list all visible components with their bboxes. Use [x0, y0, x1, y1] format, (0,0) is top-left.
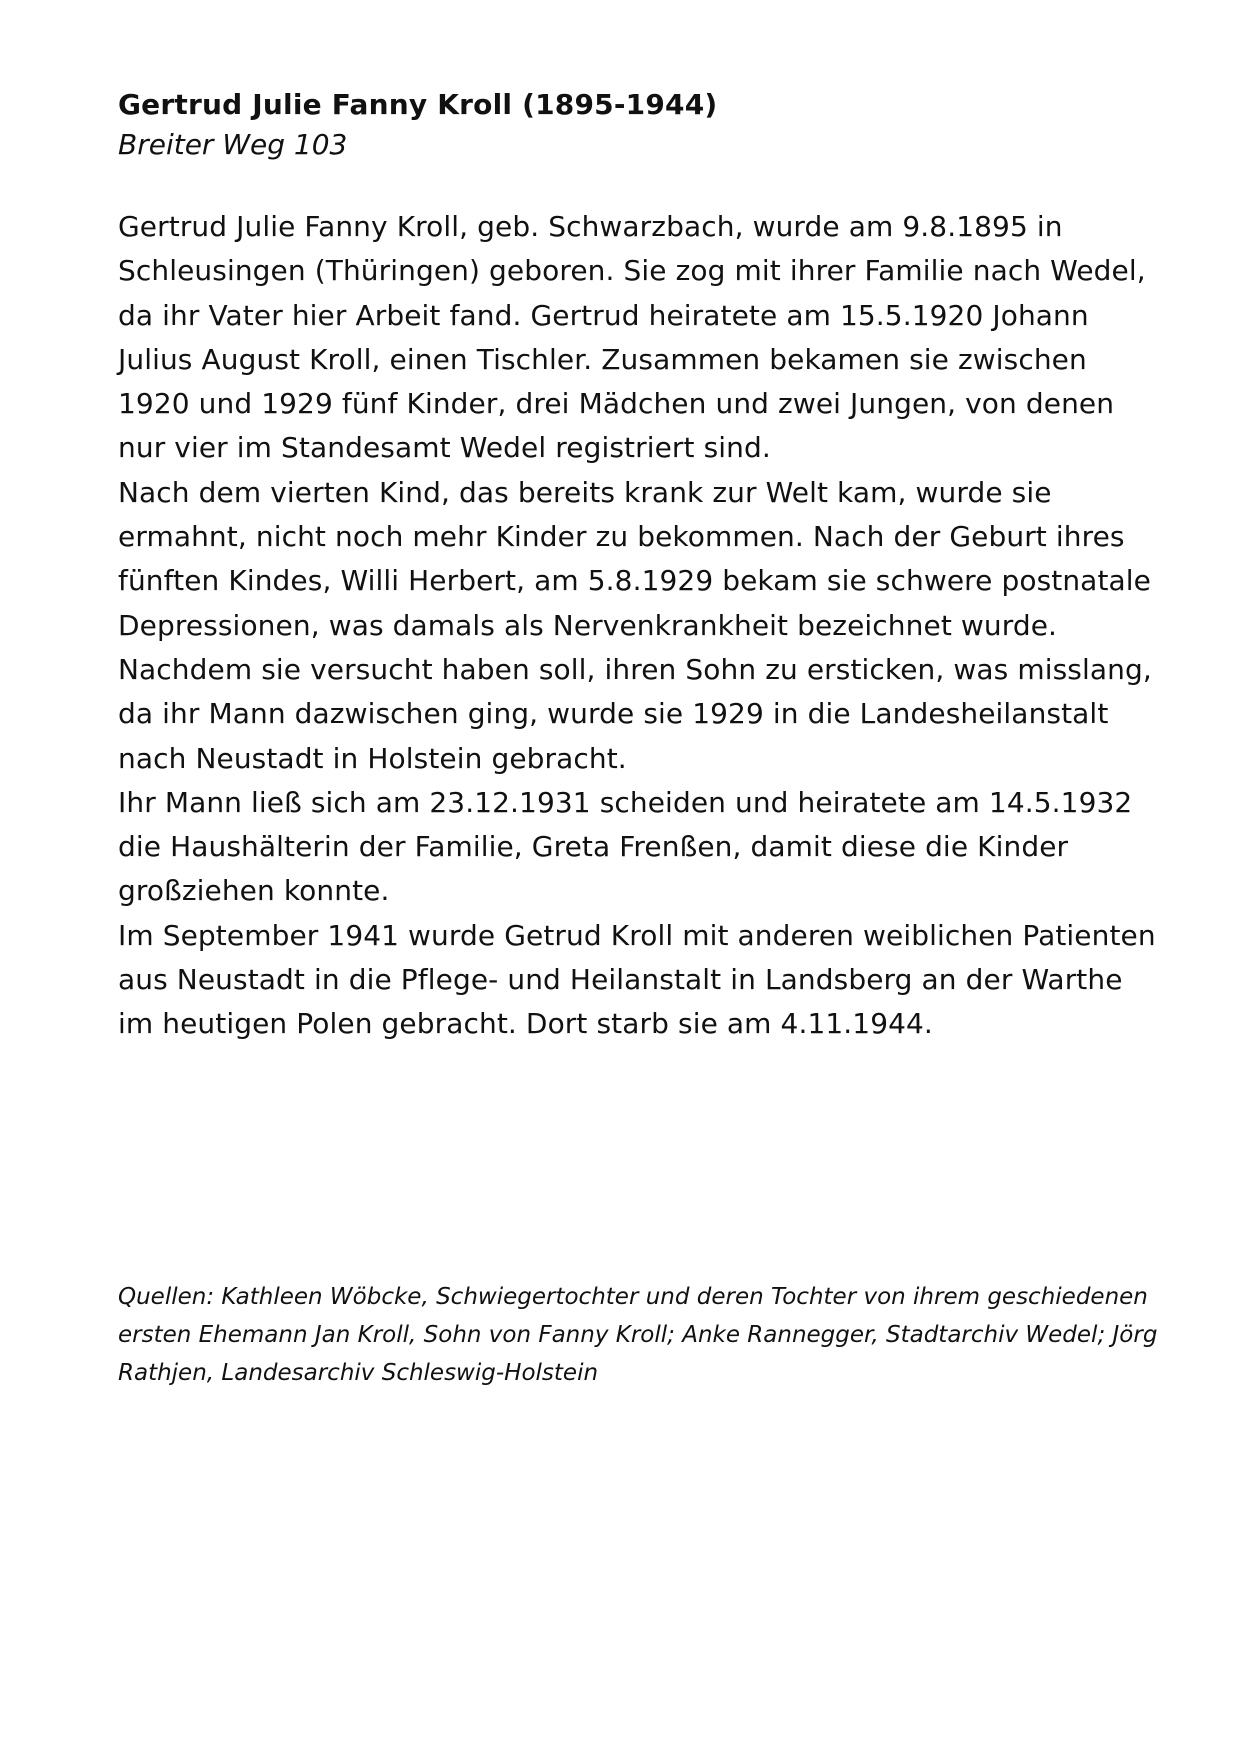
paragraph-2: Nach dem vierten Kind, das bereits krank zur Welt kam, wurde sie ermahnt, nicht noch mehr Kinder zu bekommen. Nach der Geburt ihres fünften Kindes, Willi Herbert, am 5.8.1929 bekam sie schwere postnatale Depressionen, was damals als Nervenkrankheit bezeichnet wurde. Nachdem sie versucht haben soll, ihren Sohn zu ersticken, was misslang, da ihr Mann dazwischen ging, wurde sie 1929 in die Landesheilanstalt nach Neustadt in Holstein gebracht. — [118, 475, 1152, 775]
document-page — [118, 85, 1158, 1047]
paragraph-3: Ihr Mann ließ sich am 23.12.1931 scheiden und heiratete am 14.5.1932 die Haushälterin der Familie, Greta Frenßen, damit diese die Kinder großziehen konnte. — [118, 785, 1133, 908]
document-address: Breiter Weg 103 — [118, 128, 348, 161]
document-title: Gertrud Julie Fanny Kroll (1895-1944) — [118, 88, 718, 121]
paragraph-1: Gertrud Julie Fanny Kroll, geb. Schwarzbach, wurde am 9.8.1895 in Schleusingen (Thüringen) geboren. Sie zog mit ihrer Familie nach Wedel, da ihr Vater hier Arbeit fand. Gertrud heiratete am 15.5.1920 Johann Julius August Kroll, einen Tischler. Zusammen bekamen sie zwischen 1920 und 1929 fünf Kinder, drei Mädchen und zwei Jungen, von denen nur vier im Standesamt Wedel registriert sind. — [118, 210, 1146, 465]
paragraph-4: Im September 1941 wurde Getrud Kroll mit anderen weiblichen Patienten aus Neustadt in die Pflege- und Heilanstalt in Landsberg an der Warthe im heutigen Polen gebracht. Dort starb sie am 4.11.1944. — [118, 918, 1156, 1041]
document-body — [118, 205, 1158, 1047]
sources-note: Quellen: Kathleen Wöbcke, Schwiegertochter und deren Tochter von ihrem geschiedenen ersten Ehemann Jan Kroll, Sohn von Fanny Kroll; Anke Rannegger, Stadtarchiv Wedel; Jörg Rathjen, Landesarchiv Schleswig-Holstein — [118, 1284, 1158, 1386]
